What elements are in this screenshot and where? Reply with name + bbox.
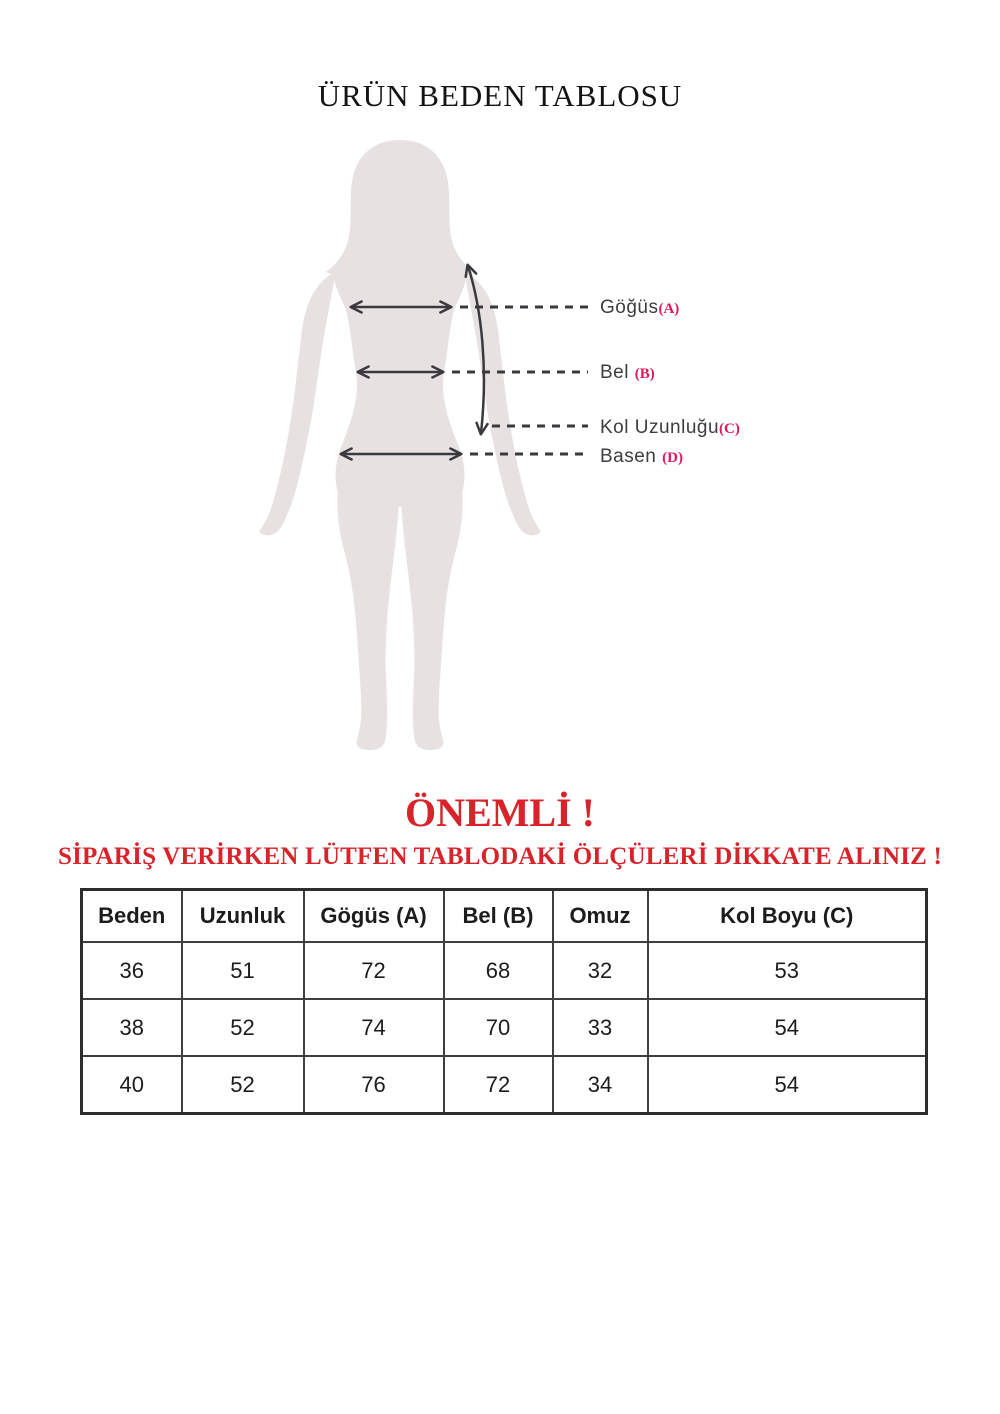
cell-beden: 40 — [82, 1056, 182, 1114]
column-header-uzunluk: Uzunluk — [182, 890, 304, 943]
cell-gogus: 72 — [304, 942, 444, 999]
cell-kol-boyu: 54 — [648, 999, 927, 1056]
size-table-row-36 — [82, 942, 927, 999]
measurement-label-hip-text: Basen — [600, 446, 663, 467]
measurement-label-waist-text: Bel — [600, 362, 635, 383]
cell-beden: 38 — [82, 999, 182, 1056]
body-silhouette — [259, 140, 541, 750]
measurement-label-waist — [600, 362, 655, 384]
column-header-gogus: Gögüs (A) — [304, 890, 444, 943]
important-heading: ÖNEMLİ ! — [405, 790, 595, 835]
measurement-label-arm-letter: (C) — [719, 421, 740, 437]
cell-omuz: 33 — [553, 999, 648, 1056]
column-header-omuz: Omuz — [553, 890, 648, 943]
cell-kol-boyu: 53 — [648, 942, 927, 999]
size-table — [80, 888, 928, 1115]
cell-uzunluk: 52 — [182, 999, 304, 1056]
dashed-leader-lines — [452, 307, 588, 454]
measurement-label-hip — [600, 446, 683, 468]
measurement-label-arm-length — [600, 417, 740, 439]
cell-omuz: 32 — [553, 942, 648, 999]
cell-uzunluk: 52 — [182, 1056, 304, 1114]
column-header-bel: Bel (B) — [444, 890, 553, 943]
cell-gogus: 74 — [304, 999, 444, 1056]
measurement-label-chest-letter: (A) — [658, 301, 680, 317]
size-table-row-40 — [82, 1056, 927, 1114]
size-table-header-row — [82, 890, 927, 943]
important-subheading: SİPARİŞ VERİRKEN LÜTFEN TABLODAKİ ÖLÇÜLERİ DİKKATE ALINIZ ! — [58, 843, 942, 870]
measurement-label-waist-letter: (B) — [634, 366, 655, 382]
cell-bel: 72 — [444, 1056, 553, 1114]
cell-gogus: 76 — [304, 1056, 444, 1114]
measurement-label-chest — [600, 297, 679, 319]
column-header-beden: Beden — [82, 890, 182, 943]
cell-kol-boyu: 54 — [648, 1056, 927, 1114]
cell-omuz: 34 — [553, 1056, 648, 1114]
cell-uzunluk: 51 — [182, 942, 304, 999]
size-table-row-38 — [82, 999, 927, 1056]
cell-bel: 70 — [444, 999, 553, 1056]
measurement-label-chest-text: Göğüs — [600, 297, 659, 318]
column-header-kol-boyu: Kol Boyu (C) — [648, 890, 927, 943]
cell-beden: 36 — [82, 942, 182, 999]
measurement-label-hip-letter: (D) — [662, 450, 683, 466]
cell-bel: 68 — [444, 942, 553, 999]
measurement-label-arm-text: Kol Uzunluğu — [600, 417, 720, 438]
page-title: ÜRÜN BEDEN TABLOSU — [317, 78, 683, 113]
